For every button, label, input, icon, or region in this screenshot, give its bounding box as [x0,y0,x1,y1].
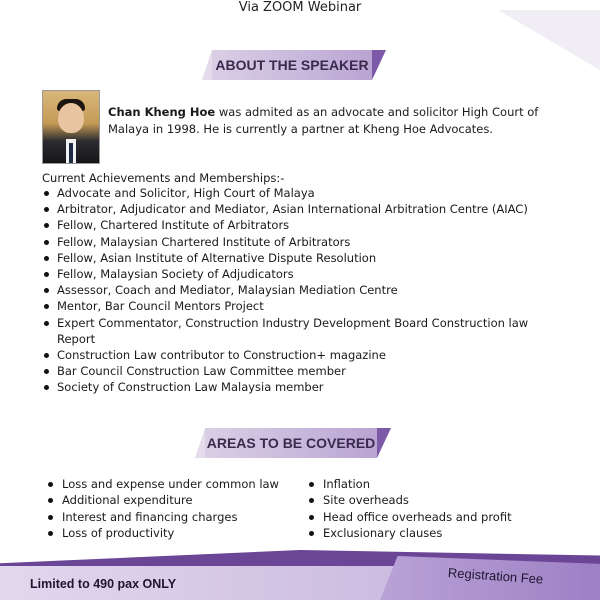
list-item: Exclusionary clauses [305,525,565,541]
areas-heading: AREAS TO BE COVERED [206,435,376,451]
areas-list-right [305,476,565,541]
list-item: Construction Law contributor to Construction+ magazine [42,347,562,363]
list-item: Loss and expense under common law [44,476,304,492]
list-item: Site overheads [305,492,565,508]
list-item: Fellow, Malaysian Chartered Institute of Arbitrators [42,234,562,250]
list-item: Head office overheads and profit [305,509,565,525]
photo-face [58,103,84,133]
list-item: Arbitrator, Adjudicator and Mediator, Asian International Arbitration Centre (AIAC) [42,201,562,217]
areas-banner [205,428,377,458]
list-item: Fellow, Malaysian Society of Adjudicators [42,266,562,282]
list-item: Assessor, Coach and Mediator, Malaysian Mediation Centre [42,282,562,298]
speaker-bio-text: was admited as an advocate and solicitor High Court of Malaya in 1998. He is currently a partner at Kheng Hoe Advocates. [108,105,539,136]
list-item: Expert Commentator, Construction Industry Development Board Construction law Report [42,315,562,347]
banner-right-edge [372,50,386,80]
list-item: Additional expenditure [44,492,304,508]
photo-tie [69,143,73,163]
banner-left-edge [195,428,205,458]
list-item: Society of Construction Law Malaysia member [42,379,562,395]
achievements-heading: Current Achievements and Memberships:- [42,171,285,185]
list-item: Bar Council Construction Law Committee member [42,363,562,379]
speaker-name: Chan Kheng Hoe [108,105,216,119]
banner-left-edge [202,50,212,80]
speaker-photo [42,90,100,164]
banner-right-edge [377,428,391,458]
speaker-bio [108,104,570,138]
list-item: Inflation [305,476,565,492]
areas-list-left [44,476,304,541]
limited-capacity-text: Limited to 490 pax ONLY [30,577,177,591]
list-item: Advocate and Solicitor, High Court of Malaya [42,185,562,201]
list-item: Fellow, Asian Institute of Alternative Dispute Resolution [42,250,562,266]
webinar-subtitle: Via ZOOM Webinar [238,0,362,15]
list-item: Interest and financing charges [44,509,304,525]
achievements-list [42,185,562,396]
about-speaker-heading: ABOUT THE SPEAKER [215,57,369,73]
background-shard [430,10,600,70]
list-item: Mentor, Bar Council Mentors Project [42,298,562,314]
about-speaker-banner [212,50,372,80]
list-item: Fellow, Chartered Institute of Arbitrators [42,217,562,233]
list-item: Loss of productivity [44,525,304,541]
registration-fee-label: Registration Fee [447,565,544,587]
